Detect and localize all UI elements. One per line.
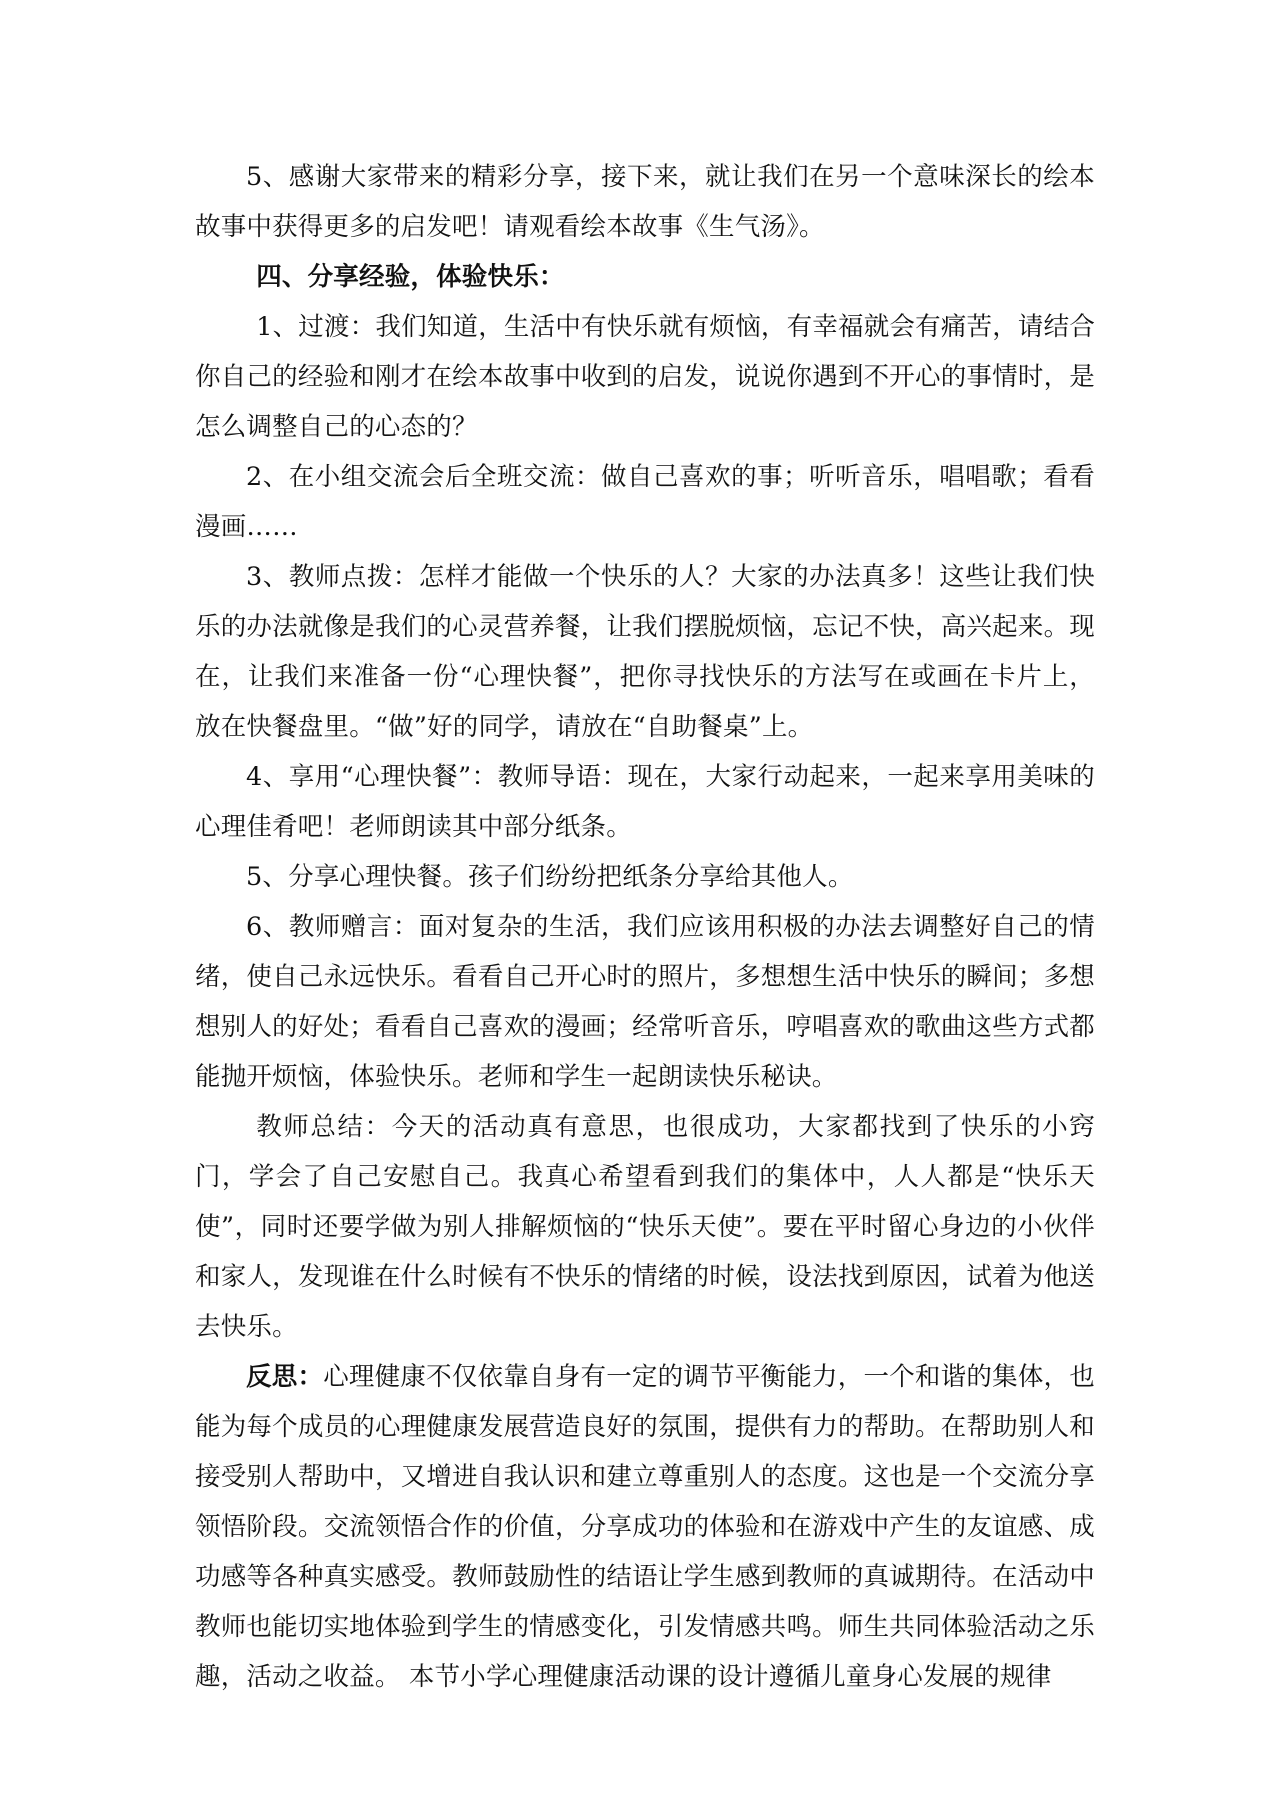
document-body: [195, 152, 1095, 1702]
paragraph-teacher-summary: 教师总结：今天的活动真有意思，也很成功，大家都找到了快乐的小窍门，学会了自己安慰自己。我真心希望看到我们的集体中，人人都是“快乐天使”，同时还要学做为别人排解烦恼的“快乐天使”。要在平时留心身边的小伙伴和家人，发现谁在什么时候有不快乐的情绪的时候，设法找到原因，试着为他送去快乐。: [195, 1112, 1095, 1342]
reflection-text: 心理健康不仅依靠自身有一定的调节平衡能力，一个和谐的集体，也能为每个成员的心理健康发展营造良好的氛围，提供有力的帮助。在帮助别人和接受别人帮助中，又增进自我认识和建立尊重别人的态度。这也是一个交流分享领悟阶段。交流领悟合作的价值，分享成功的体验和在游戏中产生的友谊感、成功感等各种真实感受。教师鼓励性的结语让学生感到教师的真诚期待。在活动中教师也能切实地体验到学生的情感变化，引发情感共鸣。师生共同体验活动之乐趣，活动之收益。 本节小学心理健康活动课的设计遵循儿童身心发展的规律: [195, 1362, 1095, 1692]
paragraph-teacher-message: 6、教师赠言：面对复杂的生活，我们应该用积极的办法去调整好自己的情绪，使自己永远快乐。看看自己开心时的照片，多想想生活中快乐的瞬间；多想想别人的好处；看看自己喜欢的漫画；经常听音乐，哼唱喜欢的歌曲这些方式都能抛开烦恼，体验快乐。老师和学生一起朗读快乐秘诀。: [195, 912, 1095, 1092]
paragraph-teacher-guidance: 3、教师点拨：怎样才能做一个快乐的人？大家的办法真多！这些让我们快乐的办法就像是我们的心灵营养餐，让我们摆脱烦恼，忘记不快，高兴起来。现在，让我们来准备一份“心理快餐”，把你寻找快乐的方法写在或画在卡片上，放在快餐盘里。“做”好的同学，请放在“自助餐桌”上。: [195, 562, 1095, 742]
paragraph-step5-story: 5、感谢大家带来的精彩分享，接下来，就让我们在另一个意味深长的绘本故事中获得更多的启发吧！请观看绘本故事《生气汤》。: [195, 162, 1095, 242]
paragraph-share-fast-food: 5、分享心理快餐。孩子们纷纷把纸条分享给其他人。: [246, 862, 854, 892]
paragraph-reflection: [195, 1352, 1095, 1702]
paragraph-enjoy-fast-food: 4、享用“心理快餐”：教师导语：现在，大家行动起来，一起来享用美味的心理佳肴吧！老师朗读其中部分纸条。: [195, 762, 1095, 842]
paragraph-transition: 1、过渡：我们知道，生活中有快乐就有烦恼，有幸福就会有痛苦，请结合你自己的经验和刚才在绘本故事中收到的启发，说说你遇到不开心的事情时，是怎么调整自己的心态的？: [195, 312, 1096, 442]
section-heading-share-experience: 四、分享经验，体验快乐：: [256, 262, 565, 292]
paragraph-group-discussion: 2、在小组交流会后全班交流：做自己喜欢的事；听听音乐，唱唱歌；看看漫画……: [195, 462, 1095, 542]
reflection-label: 反思：: [246, 1362, 324, 1392]
